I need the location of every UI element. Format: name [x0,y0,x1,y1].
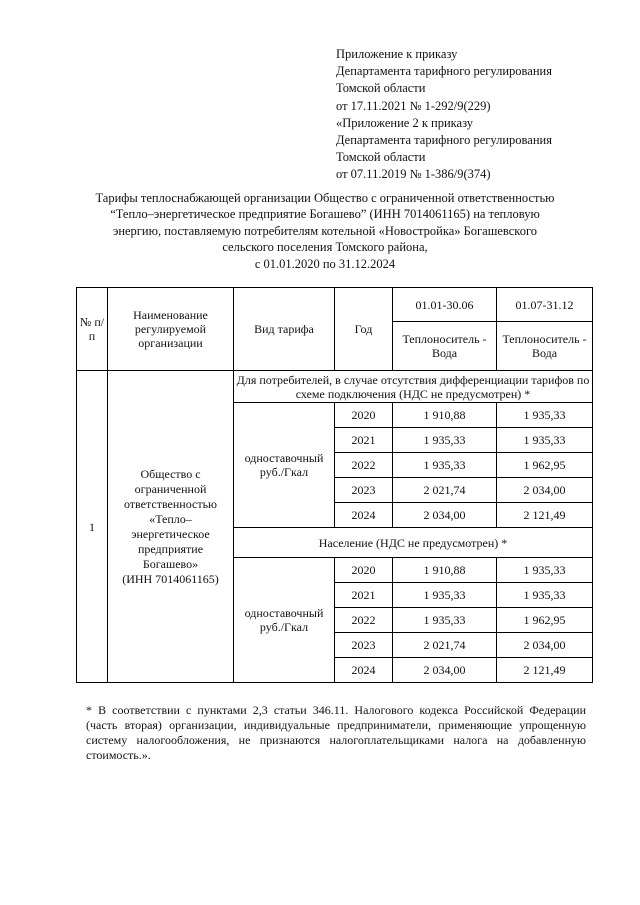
year-cell: 2022 [335,608,393,633]
tariff-h2: 2 121,49 [497,658,593,683]
tariff-h1: 2 034,00 [393,658,497,683]
header-num: № п/п [77,288,108,371]
year-cell: 2024 [335,503,393,528]
tariff-h1: 1 935,33 [393,583,497,608]
tariff-h2: 1 935,33 [497,558,593,583]
appendix-line: Томской области [336,150,426,165]
footnote: * В соответствии с пунктами 2,3 статьи 346.11. Налогового кодекса Российской Федерации (часть вторая) организации, индивидуальные предприниматели, применяющие упрощенную систему налогообложения, не признаются налогоплательщиками налога на добавленную стоимость.». [86,703,586,762]
row-number: 1 [77,371,108,683]
tariff-h2: 1 935,33 [497,583,593,608]
org-line: (ИНН 7014061165) [122,571,219,586]
appendix-header [336,46,626,184]
tariff-h2: 2 034,00 [497,478,593,503]
header-period-2: 01.07-31.12 [497,288,593,322]
org-line: ограниченной [134,481,207,496]
header-carrier-2: Теплоноситель - Вода [497,322,593,371]
tariff-h2: 1 962,95 [497,453,593,478]
tariff-type: одноставочный руб./Гкал [234,403,335,528]
year-cell: 2023 [335,633,393,658]
year-cell: 2024 [335,658,393,683]
title-line: энергию, поставляемую потребителям котельной «Новостройка» Богашевского [112,223,538,238]
tariff-type: одноставочный руб./Гкал [234,558,335,683]
title-line: Тарифы теплоснабжающей организации Общество с ограниченной ответственностью [95,191,555,205]
tariff-h1: 1 935,33 [393,608,497,633]
tariff-table [76,287,593,683]
organization-name [108,371,234,683]
org-line: предприятие [137,541,204,556]
appendix-line: Приложение к приказу [336,47,458,61]
org-line: Общество с [140,466,201,481]
title-line: с 01.01.2020 по 31.12.2024 [254,256,396,271]
year-cell: 2020 [335,403,393,428]
appendix-line: Департамента тарифного регулирования [336,133,552,148]
tariff-h1: 1 910,88 [393,558,497,583]
year-cell: 2022 [335,453,393,478]
org-line: «Тепло– [149,511,192,526]
appendix-line: от 07.11.2019 № 1-386/9(374) [336,167,491,182]
header-period-1: 01.01-30.06 [393,288,497,322]
tariff-h2: 1 935,33 [497,428,593,453]
appendix-line: Департамента тарифного регулирования [336,64,552,79]
org-line: Богашево» [142,556,199,571]
document-title [60,190,590,272]
org-line: ответственностью [123,496,218,511]
year-cell: 2021 [335,428,393,453]
group-title: Для потребителей, в случае отсутствия дифференциации тарифов по схеме подключения (НДС не предусмотрен) * [234,371,593,403]
header-org: Наименование регулируемой организации [108,288,234,371]
tariff-h1: 2 021,74 [393,478,497,503]
title-line: “Тепло–энергетическое предприятие Богашево” (ИНН 7014061165) на тепловую [110,207,540,222]
tariff-h1: 2 034,00 [393,503,497,528]
tariff-h1: 1 935,33 [393,428,497,453]
appendix-line: от 17.11.2021 № 1-292/9(229) [336,98,491,113]
tariff-h1: 2 021,74 [393,633,497,658]
tariff-h1: 1 935,33 [393,453,497,478]
tariff-h2: 2 121,49 [497,503,593,528]
header-year: Год [335,288,393,371]
org-line: энергетическое [131,526,210,541]
year-cell: 2021 [335,583,393,608]
tariff-h1: 1 910,88 [393,403,497,428]
tariff-h2: 1 962,95 [497,608,593,633]
tariff-h2: 2 034,00 [497,633,593,658]
header-carrier-1: Теплоноситель - Вода [393,322,497,371]
year-cell: 2020 [335,558,393,583]
tariff-h2: 1 935,33 [497,403,593,428]
year-cell: 2023 [335,478,393,503]
appendix-line: Томской области [336,81,426,96]
appendix-line: «Приложение 2 к приказу [336,115,474,130]
group-title: Население (НДС не предусмотрен) * [234,528,593,558]
header-tariff-type: Вид тарифа [234,288,335,371]
title-line: сельского поселения Томского района, [222,240,428,255]
